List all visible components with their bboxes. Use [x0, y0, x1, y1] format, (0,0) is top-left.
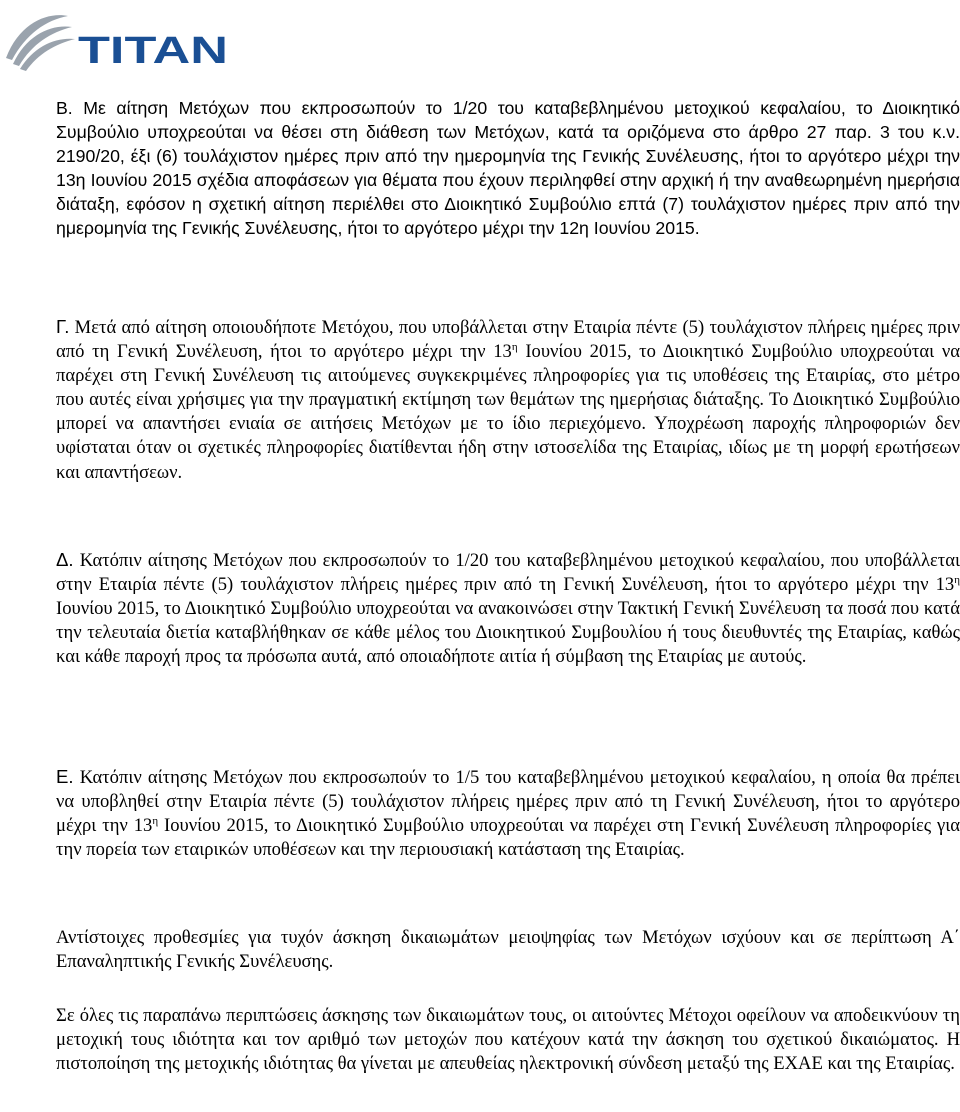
titan-logo: [4, 6, 234, 74]
section-e-superscript: η: [152, 815, 159, 828]
titan-logo-mark: [4, 6, 234, 74]
section-g-paragraph: [56, 315, 960, 485]
section-b-text: Με αίτηση Μετόχων που εκπροσωπούν το 1/20 του καταβεβλημένου μετοχικού κεφαλαίου, το Διοικητικό Συμβούλιο υποχρεούται να θέσει στη διάθεση των Μετόχων, κατά τα οριζόμενα στο άρθρο 27 παρ. 3 του κ.ν. 2190/20, έξι (6) τουλάχιστον ημέρες πριν από την ημερομηνία της Γενικής Συνέλευσης, ήτοι το αργότερο μέχρι την 13η Ιουνίου 2015 σχέδια αποφάσεων για θέματα που έχουν περιληφθεί στην αρχική ή την αναθεωρημένη ημερήσια διάταξη, εφόσον η σχετική αίτηση περιέλθει στο Διοικητικό Συμβούλιο επτά (7) τουλάχιστον ημέρες πριν από την ημερομηνία της Γενικής Συνέλευσης, ήτοι το αργότερο μέχρι την 12η Ιουνίου 2015.: [56, 98, 960, 238]
section-e-text-2: Ιουνίου 2015, το Διοικητικό Συμβούλιο υποχρεούται να παρέχει στη Γενική Συνέλευση πληροφορίες για την πορεία των εταιρικών υποθέσεων και την περιουσιακή κατάσταση της Εταιρίας.: [56, 815, 960, 861]
section-e-bullet: Ε.: [56, 766, 74, 787]
section-e-paragraph: [56, 765, 960, 862]
section-g-superscript: η: [511, 341, 518, 354]
section-d-superscript: η: [954, 574, 960, 587]
section-d-text-2: Ιουνίου 2015, το Διοικητικό Συμβούλιο υποχρεούται να ανακοινώσει στην Τακτική Γενική Συνέλευση τα ποσά που κατά την τελευταία διετία καταβλήθηκαν σε κάθε μέλος του Διοικητικού Συμβουλίου ή τους διευθυντές της Εταιρίας, καθώς και κάθε παροχή προς τα πρόσωπα αυτά, από οποιαδήποτε αιτία ή σύμβαση της Εταιρίας με αυτούς.: [56, 598, 960, 668]
section-d-text-1: Κατόπιν αίτησης Μετόχων που εκπροσωπούν το 1/20 του καταβεβλημένου μετοχικού κεφαλαίου, που υποβάλλεται στην Εταιρία πέντε (5) τουλάχιστον πλήρεις ημέρες πριν από τη Γενική Συνέλευση, ήτοι το αργότερο μέχρι την 13: [56, 550, 960, 596]
section-d-paragraph: [56, 548, 960, 669]
swoosh-icon: [6, 15, 75, 71]
logo-wordmark: TITAN: [78, 30, 228, 72]
repeat-meeting-paragraph: Αντίστοιχες προθεσμίες για τυχόν άσκηση δικαιωμάτων μειοψηφίας των Μετόχων ισχύουν και σε περίπτωση Α΄ Επαναληπτικής Γενικής Συνέλευσης.: [56, 927, 960, 973]
section-b-paragraph: [56, 96, 960, 240]
section-e-text-1: Κατόπιν αίτησης Μετόχων που εκπροσωπούν το 1/5 του καταβεβλημένου μετοχικού κεφαλαίου, η οποία θα πρέπει να υποβληθεί στην Εταιρία πέντε (5) τουλάχιστον πλήρεις ημέρες πριν από τη Γενική Συνέλευση, ήτοι το αργότερο μέχρι την 13: [56, 767, 960, 837]
section-g-text-1: Μετά από αίτηση οποιουδήποτε Μετόχου, που υποβάλλεται στην Εταιρία πέντε (5) τουλάχιστον πλήρεις ημέρες πριν από τη Γενική Συνέλευση, ήτοι το αργότερο μέχρι την 13: [56, 317, 960, 363]
shareholder-proof-paragraph: Σε όλες τις παραπάνω περιπτώσεις άσκησης των δικαιωμάτων τους, οι αιτούντες Μέτοχοι οφείλουν να αποδεικνύουν τη μετοχική τους ιδιότητα και τον αριθμό των μετοχών που κατέχουν κατά την άσκηση του σχετικού δικαιώματος. Η πιστοποίηση της μετοχικής ιδιότητας θα γίνεται με απευθείας ηλεκτρονική σύνδεση μεταξύ της ΕΧΑΕ και της Εταιρίας.: [56, 1005, 960, 1075]
section-g-text-2: Ιουνίου 2015, το Διοικητικό Συμβούλιο υποχρεούται να παρέχει στη Γενική Συνέλευση τις αιτούμενες συγκεκριμένες πληροφορίες για τις υποθέσεις της Εταιρίας, στο μέτρο που αυτές είναι χρήσιμες για την πραγματική εκτίμηση των θεμάτων της ημερήσιας διάταξης. Το Διοικητικό Συμβούλιο μπορεί να απαντήσει ενιαία σε αιτήσεις Μετόχων με το ίδιο περιεχόμενο. Υποχρέωση παροχής πληροφοριών δεν υφίσταται όταν οι σχετικές πληροφορίες διατίθενται ήδη στην ιστοσελίδα της Εταιρίας, ιδίως με τη μορφή ερωτήσεων και απαντήσεων.: [56, 341, 960, 483]
section-b-bullet: Β.: [56, 98, 73, 118]
section-d-bullet: Δ.: [56, 549, 74, 570]
section-g-bullet: Γ.: [56, 316, 70, 337]
